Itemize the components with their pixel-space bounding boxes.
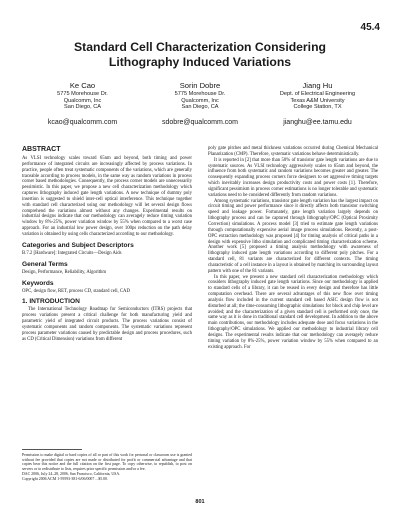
- body-paragraph: In this paper, we present a new standard cell characterization methodology which considers lithography induced gate length variations. Since our methodology is applied to standard cells of a library, it can be reused in every design and therefore has little computation overhead. There are several advantages of this new flow over timing analysis flow included in the current standard cell based ASIC design flow is not disturbed at all; the time-consuming lithographic simulations for block and chip level are avoided; and the characterization of a given standard cell is performed only once, the same way as it is done in traditional standard cell development. In addition to the above main contributions, our methodology includes adequate dose and focus variations in the lithography/OPC simulations. We applied our methodology to industrial library cell designs. The experimental results indicate that our methodology can averagely reduce timing variation by 8%-25%, power variation window by 55% when compared to an existing approach. For: [208, 274, 378, 350]
- right-column: [208, 146, 378, 351]
- keywords-heading: Keywords: [22, 279, 54, 287]
- permission-footnote: [22, 453, 192, 481]
- categories-heading: Categories and Subject Descriptors: [22, 241, 134, 249]
- conference-line: DAC 2006, July 24–28, 2006, San Francisco, California, USA.: [22, 471, 121, 476]
- categories-text: B.7.2 [Hardware]: Integrated Circuits—Design Aids: [22, 250, 122, 256]
- body-paragraph: Among systematic variations, transistor gate length variation has the largest impact on circuit timing and power performance since it directly affects both transistor switching speed and leakage power. Fortunately, gate length variation largely depends on lithography process and can be captured through lithography/OPC (Optical Proximity Correction) simulations. A process model [3] tried to estimate gate length variations through computationally expensive aerial image process simulations. Recently, a post-OPC extraction methodology was proposed [4] for timing analysis of critical paths in a design with expensive litho simulation and complicated timing characterization scheme. Another work [5] proposed a timing analysis methodology with awareness of lithography induced gate length variations according to different poly pitches. For a standard cell, 81 variants are characterized for different contexts. The timing characteristic of a cell instance in a layout is obtained by matching its surrounding layout pattern with one of the 81 variants.: [208, 198, 379, 274]
- author-affiliation: San Diego, CA: [181, 104, 219, 111]
- paper-title: [0, 40, 400, 70]
- author-affiliation: 5775 Morehouse Dr.: [57, 91, 108, 97]
- author-emails: [24, 119, 376, 126]
- general-terms-heading: General Terms: [22, 260, 68, 268]
- title-line-1: Standard Cell Characterization Considering: [74, 40, 326, 54]
- author-affiliation: 5775 Morehouse Dr.: [174, 91, 226, 97]
- author-3: [259, 81, 376, 111]
- author-1: [24, 81, 141, 111]
- session-tag: 45.4: [360, 22, 380, 33]
- author-name: Ke Cao: [69, 81, 96, 90]
- left-column: [22, 146, 192, 342]
- copyright-line: Copyright 2006 ACM 1-59593-381-6/06/0007 ...$5.00.: [22, 476, 108, 481]
- keywords-text: OPC, design flow, RET, process CD, standard cell, CAD: [22, 288, 130, 294]
- title-line-2: Lithography Induced Variations: [108, 55, 292, 69]
- author-block: [24, 81, 376, 111]
- author-affiliation: San Diego, CA: [63, 104, 101, 111]
- footnote-rule: [22, 449, 82, 450]
- body-paragraph: poly gate pitches and metal thickness variations occurred during Chemical Mechanical Planarization (CMP). Therefore, systematic variations behave deterministically.: [208, 146, 378, 157]
- author-email[interactable]: jianghu@ee.tamu.edu: [283, 119, 352, 126]
- author-affiliation: Dept. of Electrical Engineering: [279, 91, 356, 97]
- general-terms-text: Design, Performance, Reliability, Algorithm: [22, 269, 107, 275]
- abstract-heading: ABSTRACT: [22, 146, 61, 153]
- abstract-text: As VLSI technology scales toward 65nm and beyond, both timing and power performance of integrated circuits are increasingly affected by process variations. In practice, people often treat systematic components of the variations, which are generally traceable according to process models, in the same way as random variations in process corner based methodologies. Consequently, the process corner models are unnecessarily pessimistic. In this paper, we propose a new cell characterization methodology which captures lithography induced gate length variations. A new technique of dummy poly insertion is suggested to shield inter-cell optical interference. This technique together with standard cell characterized using our methodology will let several design flows comprehend the variations almost without any changes. Experimental results on industrial designs indicate that our methodology can averagely reduce timing variation window by 8%-25%, power variation window by 55% when compared to a worst case approach. For an industrial low power design, over 100ps reduction on the path delay variation is obtained by using cells characterized according to our methodology.: [22, 156, 192, 237]
- author-affiliation: Texas A&M University: [290, 97, 345, 104]
- author-affiliation: College Station, TX: [293, 104, 342, 111]
- author-email[interactable]: sdobre@qualcomm.com: [162, 119, 238, 126]
- introduction-heading: 1. INTRODUCTION: [22, 298, 80, 306]
- body-paragraph: It is reported in [2] that more than 50% of transistor gate length variations are due to systematic sources. As VLSI technology aggressively scales to 65nm and beyond, the influence from both systematic and random variations becomes greater and greater. The consequently expanding process corners force designers to set aggressive timing targets which inevitably increases design productivity costs and power costs [1]. Therefore, significant pessimism in process corner estimations is no longer tolerable and systematic variations need to be considered differently from random variations.: [208, 157, 378, 198]
- page-number: 801: [195, 499, 205, 505]
- author-email[interactable]: kcao@qualcomm.com: [47, 119, 118, 126]
- author-2: [142, 81, 259, 111]
- permission-text: Permission to make digital or hard copies of all or part of this work for personal or classroom use is granted without fee provided that copies are not made or distributed for profit or commercial advantage and that copies bear this notice and the full citation on the first page. To copy otherwise, to republish, to post on servers or to redistribute to lists, requires prior specific permission and/or a fee.: [22, 453, 192, 472]
- author-name: Sorin Dobre: [179, 81, 221, 90]
- author-affiliation: Qualcomm, Inc: [63, 97, 102, 104]
- introduction-text: The International Technology Roadmap for Semiconductors (ITRS) projects that process variations present a critical challenge for both manufacturing yield and parametric yield of integrated circuit products. The process variations consist of systematic components and random components. The systematic variations represent process parameter variations caused by predictable design and process procedures, such as CD (Critical Dimension) variations from different: [22, 307, 192, 342]
- author-affiliation: Qualcomm, Inc: [181, 97, 219, 104]
- author-name: Jiang Hu: [302, 81, 333, 90]
